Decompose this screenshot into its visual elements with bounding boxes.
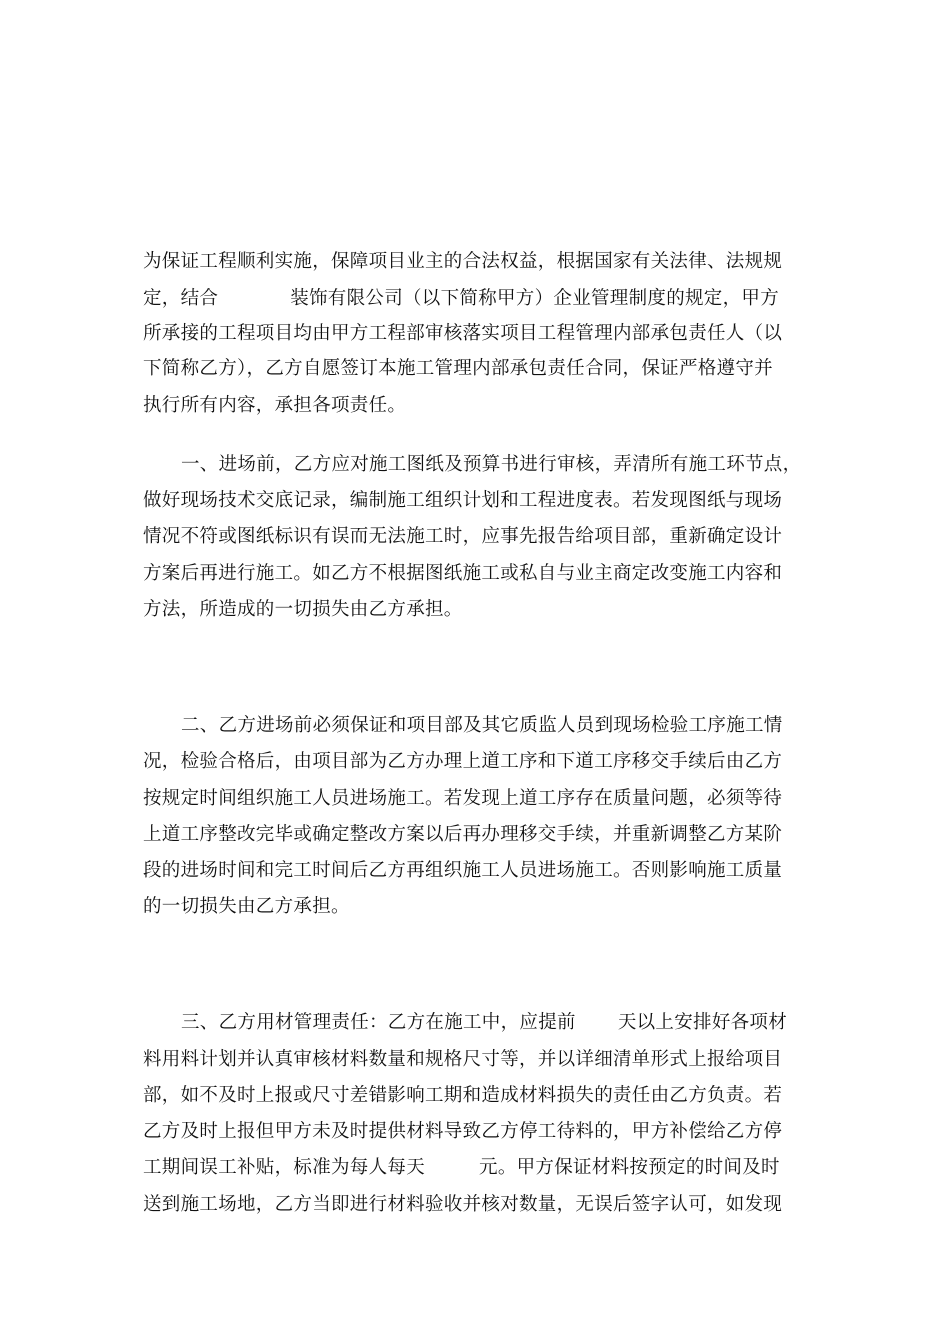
section3-line-5 bbox=[143, 1153, 808, 1183]
section3-line-1 bbox=[181, 1008, 846, 1038]
intro-line-1: 为保证工程顺利实施，保障项目业主的合法权益，根据国家有关法律、法规规 bbox=[143, 251, 783, 272]
intro-line-2-end: 装饰有限公司（以下简称甲方）企业管理制度的规定，甲方 bbox=[290, 288, 780, 309]
section1-line-3: 情况不符或图纸标识有误而无法施工时，应事先报告给项目部，重新确定设计 bbox=[143, 526, 783, 547]
section1-line-1: 一、进场前，乙方应对施工图纸及预算书进行审核，弄清所有施工环节点， bbox=[181, 454, 802, 475]
section2-line-2: 况，检验合格后，由项目部为乙方办理上道工序和下道工序移交手续后由乙方 bbox=[143, 751, 783, 772]
section3-line-5-end: 元。甲方保证材料按预定的时间及时 bbox=[479, 1157, 780, 1178]
section2-line-6: 的一切损失由乙方承担。 bbox=[143, 896, 350, 917]
section2-line-1: 二、乙方进场前必须保证和项目部及其它质监人员到现场检验工序施工情 bbox=[181, 715, 783, 736]
section1-line-5: 方法，所造成的一切损失由乙方承担。 bbox=[143, 599, 463, 620]
intro-line-2 bbox=[143, 284, 808, 314]
section3-line-1-end: 天以上安排好各项材 bbox=[617, 1012, 788, 1033]
section1-line-4: 方案后再进行施工。如乙方不根据图纸施工或私自与业主商定改变施工内容和 bbox=[143, 563, 783, 584]
section2-line-4: 上道工序整改完毕或确定整改方案以后再办理移交手续，并重新调整乙方某阶 bbox=[143, 824, 783, 845]
section3-line-3: 部，如不及时上报或尺寸差错影响工期和造成材料损失的责任由乙方负责。若 bbox=[143, 1085, 783, 1106]
section3-line-1-start: 三、乙方用材管理责任：乙方在施工中，应提前 bbox=[181, 1012, 576, 1033]
section2-line-5: 段的进场时间和完工时间后乙方再组织施工人员进场施工。否则影响施工质量 bbox=[143, 860, 783, 881]
intro-line-5: 执行所有内容，承担各项责任。 bbox=[143, 395, 407, 416]
section3-line-5-start: 工期间误工补贴，标准为每人每天 bbox=[143, 1157, 426, 1178]
section3-line-6: 送到施工场地，乙方当即进行材料验收并核对数量，无误后签字认可，如发现 bbox=[143, 1194, 783, 1215]
intro-line-4: 下简称乙方），乙方自愿签订本施工管理内部承包责任合同，保证严格遵守并 bbox=[143, 358, 773, 379]
section1-line-2: 做好现场技术交底记录，编制施工组织计划和工程进度表。若发现图纸与现场 bbox=[143, 490, 783, 511]
section2-line-3: 按规定时间组织施工人员进场施工。若发现上道工序存在质量问题，必须等待 bbox=[143, 788, 783, 809]
section3-line-4: 乙方及时上报但甲方未及时提供材料导致乙方停工待料的，甲方补偿给乙方停 bbox=[143, 1121, 783, 1142]
intro-line-2-start: 定，结合 bbox=[143, 288, 219, 309]
section3-line-2: 料用料计划并认真审核材料数量和规格尺寸等，并以详细清单形式上报给项目 bbox=[143, 1049, 783, 1070]
intro-line-3: 所承接的工程项目均由甲方工程部审核落实项目工程管理内部承包责任人（以 bbox=[143, 323, 783, 344]
